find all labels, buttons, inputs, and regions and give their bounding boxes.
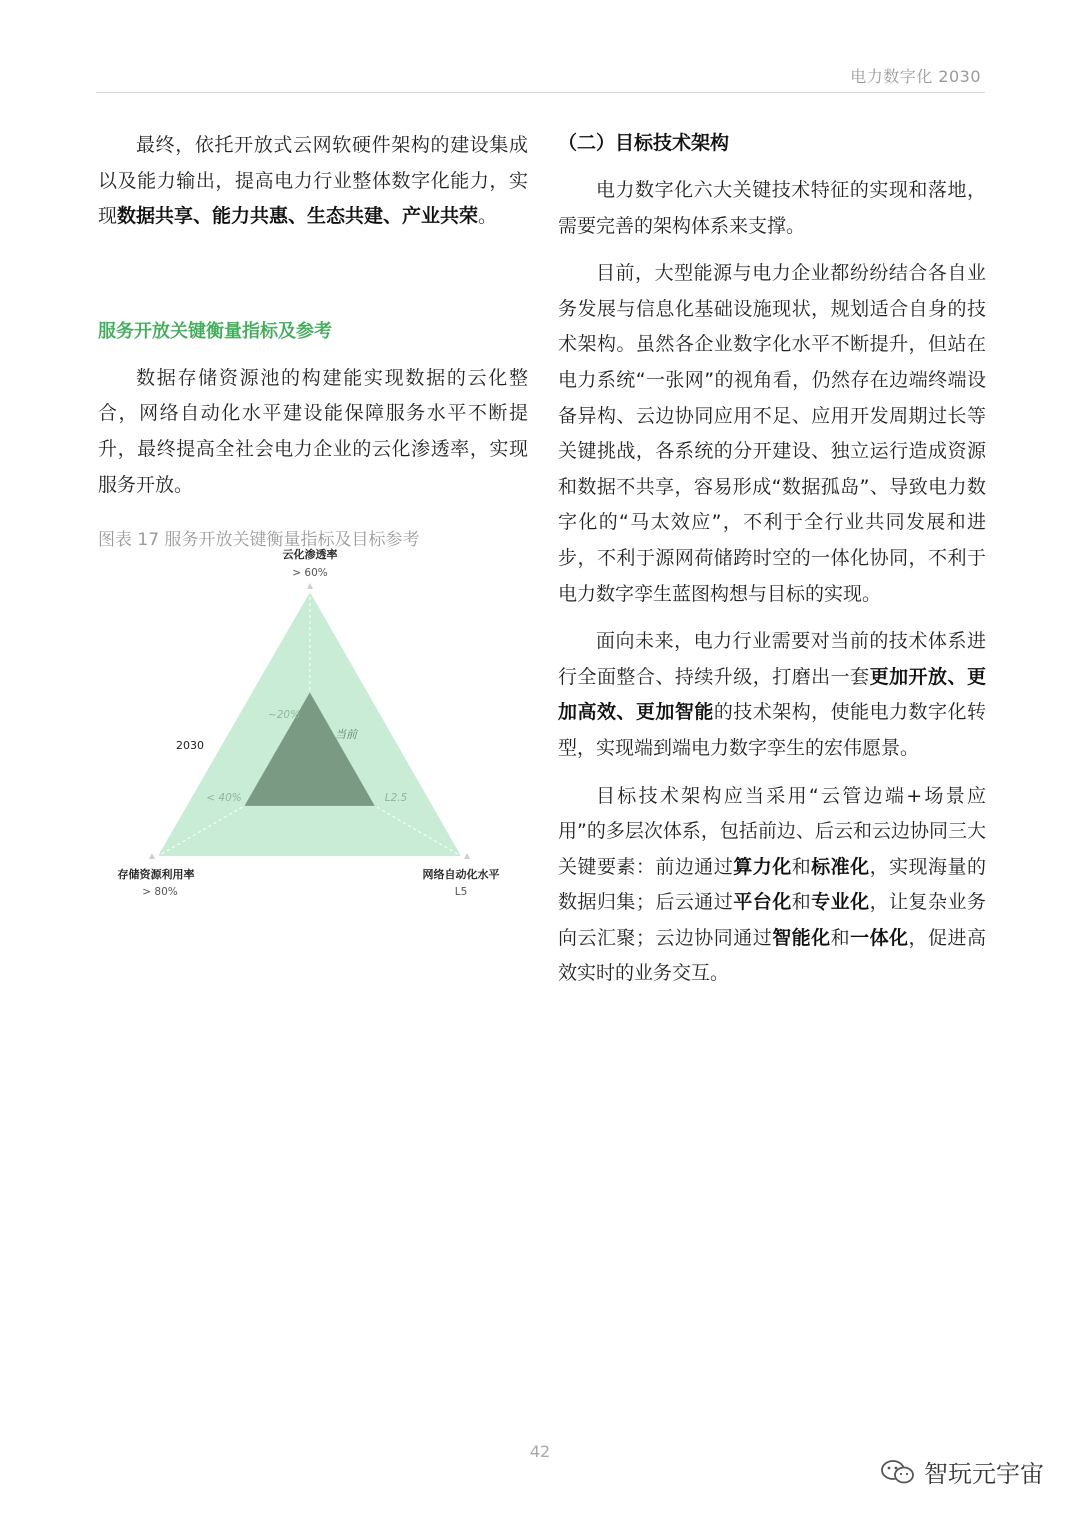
bold-text-run: 数据共享、能力共惠、生态共建、产业共荣 [117,205,479,228]
watermark-text: 智玩元宇宙 [924,1460,1044,1488]
bold-text-run: 一体化 [850,926,909,949]
text-run: 最终，依托开放式云网软硬件架构的建设集成以及能力输出，提高电力行业整体数字化能力，实现 [98,134,528,228]
text-run: 和 [830,926,851,949]
text-run: 。 [478,205,498,228]
series-label-2030: 2030 [176,739,204,752]
right-paragraph-1: 电力数字化六大关键技术特征的实现和落地，需要完善的架构体系来支撑。 [558,179,986,237]
axis-name-network-level: 网络自动化水平 [422,868,500,881]
right-paragraph-3 [558,624,986,766]
text-run: 目标技术架构应当采用“云管边端+场景应用”的多层次体系，包括前边、后云和云边协同三大关键要素：前边通过 [558,784,986,878]
page-header [96,62,985,93]
triangle-chart-svg [98,540,528,910]
wechat-icon [880,1459,916,1485]
text-run: ，实现海量的数据归集；后云通过 [558,855,986,914]
left-column [98,128,528,550]
vertex-marker [464,853,470,859]
left-paragraph-1 [98,128,528,235]
target-network-level: L5 [454,886,468,898]
bold-text-run: 平台化 [733,891,792,914]
current-cloud-rate: ~20% [267,709,301,721]
bold-text-run: 智能化 [772,926,831,949]
current-storage-rate: < 40% [206,792,242,804]
target-storage-rate: > 80% [142,886,178,898]
right-paragraph-2: 目前，大型能源与电力企业都纷纷结合各自业务发展与信息化基础设施现状，规划适合自身的技术架构。虽然各企业数字化水平不断提升，但站在电力系统“一张网”的视角看，仍然存在边端终端设备异构、云边协同应用不足、应用开发周期过长等关键挑战，各系统的分开建设、独立运行造成资源和数据不共享，容易形成“数据孤岛”、导致电力数字化的“马太效应”，不利于全行业共同发展和进步，不利于源网荷储跨时空的一体化协同，不利于电力数字孪生蓝图构想与目标的实现。 [558,262,986,605]
left-paragraph-2: 数据存储资源池的构建能实现数据的云化整合，网络自动化水平建设能保障服务水平不断提升，最终提高全社会电力企业的云化渗透率，实现服务开放。 [98,366,528,496]
text-run: 和 [791,855,812,878]
text-run: ，让复杂业务向云汇聚；云边协同通过 [558,891,986,949]
series-label-current: 当前 [335,728,357,741]
text-run: 和 [791,891,812,914]
vertex-marker [149,853,155,859]
axis-name-storage-rate: 存储资源利用率 [117,868,195,881]
watermark [880,1454,1044,1489]
text-run: ，促进高效实时的业务交互。 [558,926,986,985]
current-network-level: L2.5 [384,792,408,804]
text-run: 面向未来，电力行业需要对当前的技术体系进行全面整合、持续升级，打磨出一套 [558,630,986,688]
vertex-marker [307,583,313,589]
right-column [558,128,986,992]
bold-text-run: 专业化 [811,891,870,914]
figure-caption: 图表 17 服务开放关键衡量指标及目标参考 [98,530,420,551]
text-run: 的技术架构，使能电力数字化转型，实现端到端电力数字孪生的宏伟愿景。 [558,701,986,759]
section-heading: 服务开放关键衡量指标及参考 [98,320,332,342]
bold-text-run: 更加开放、更加高效、更加智能 [558,665,986,724]
right-heading: （二）目标技术架构 [558,132,730,154]
right-paragraph-4 [558,779,986,993]
bold-text-run: 标准化 [811,855,870,878]
page-number: 42 [529,1442,551,1461]
header-title: 电力数字化 2030 [850,67,981,86]
triangle-chart [98,540,528,910]
target-cloud-rate: > 60% [292,567,328,579]
axis-name-cloud-rate: 云化渗透率 [282,548,338,561]
bold-text-run: 算力化 [733,855,792,878]
